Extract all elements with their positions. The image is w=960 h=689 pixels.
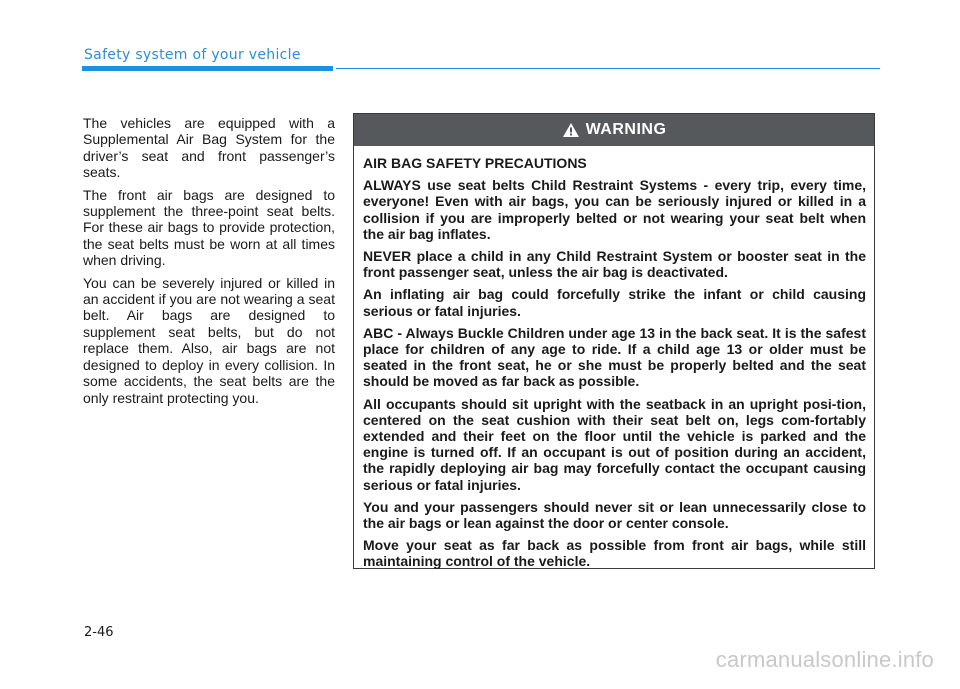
watermark: carmanualsonline.info <box>715 647 934 672</box>
warning-label: WARNING <box>585 121 667 138</box>
section-header: Safety system of your vehicle <box>84 47 301 63</box>
warning-paragraph-3: An inflating air bag could forcefully strike the infant or child causing serious or fatal injuries. <box>363 286 866 319</box>
intro-paragraph-1: The vehicles are equipped with a Supplemental Air Bag System for the driver’s seat and front passenger’s seats. <box>83 115 335 181</box>
intro-paragraph-3: You can be severely injured or killed in an accident if you are not wearing a seat belt. Air bags are designed to supplement seat belts, but do not replace them. Also, air bags are not designed to deploy in every collision. In some accidents, the seat belts are the only restraint protecting you. <box>83 274 335 406</box>
warning-paragraph-2: NEVER place a child in any Child Restraint System or booster seat in the front passenger seat, unless the air bag is deactivated. <box>363 248 866 281</box>
left-column-text <box>83 115 335 412</box>
header-accent-bar <box>82 66 333 71</box>
warning-paragraph-6: You and your passengers should never sit or lean unnecessarily close to the air bags or lean against the door or center console. <box>363 498 866 532</box>
warning-heading: AIR BAG SAFETY PRECAUTIONS <box>363 155 587 171</box>
warning-box <box>353 113 875 569</box>
warning-header <box>354 114 874 146</box>
warning-paragraph-7: Move your seat as far back as possible from front air bags, while still maintaining control of the vehicle. <box>363 537 866 570</box>
warning-body <box>354 146 874 570</box>
header-rule <box>336 68 880 69</box>
warning-paragraph-1: ALWAYS use seat belts Child Restraint Systems - every trip, every time, everyone! Even with air bags, you can be seriously injured or killed in a collision if you are improperly belted or not wearing your seat belt when the air bag inflates. <box>363 177 866 242</box>
page-number: 2-46 <box>84 625 114 640</box>
intro-paragraph-2: The front air bags are designed to supplement the three-point seat belts. For these air bags to provide protection, the seat belts must be worn at all times when driving. <box>83 186 335 269</box>
warning-triangle-icon <box>562 122 580 138</box>
warning-paragraph-4: ABC - Always Buckle Children under age 13 in the back seat. It is the safest place for children of any age to ride. If a child age 13 or older must be seated in the front seat, he or she must be properly belted and the seat should be moved as far back as possible. <box>363 324 866 390</box>
warning-paragraph-5: All occupants should sit upright with the seatback in an upright posi-tion, centered on the seat cushion with their seat belt on, legs com-fortably extended and their feet on the floor until the vehicle is parked and the engine is turned off. If an occupant is out of position during an accident, the rapidly deploying air bag may forcefully contact the occupant causing serious or fatal injuries. <box>363 395 866 493</box>
